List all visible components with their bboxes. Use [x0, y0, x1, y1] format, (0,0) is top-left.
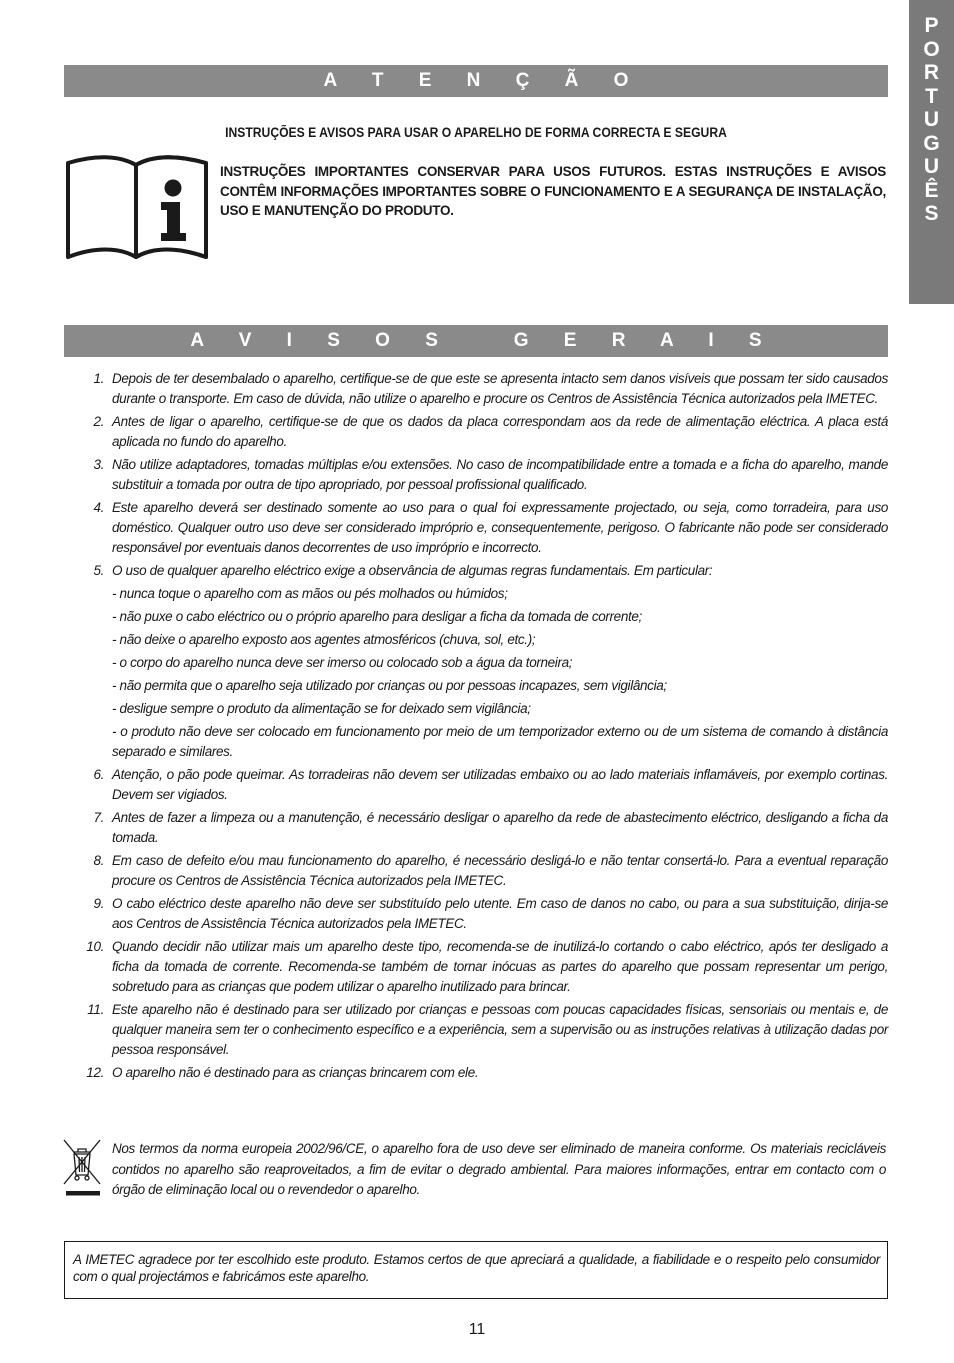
sub-rule: - não puxe o cabo eléctrico ou o próprio aparelho para desligar a ficha da tomada de corrente; [112, 609, 642, 624]
language-tab-letter: S [924, 202, 939, 225]
language-tab-letter: P [924, 14, 939, 37]
language-tab-letter: U [923, 108, 940, 131]
sub-rule: - o produto não deve ser colocado em funcionamento por meio de um temporizador externo ou de um sistema de comando à distância separado e similares. [112, 724, 888, 759]
list-item: 10. Quando decidir não utilizar mais um aparelho deste tipo, recomenda-se de inutilizá-lo cortando o cabo eléctrico, após ter desligado a ficha da tomada de corrente. Recomenda-se também de tornar inócuas as partes do aparelho que possam representar um perigo, sobretudo para as crianças que podem utilizar o aparelho inutilizado para brincar. [86, 939, 888, 994]
general-warnings-list [64, 369, 888, 1086]
general-warnings-header [64, 325, 888, 357]
list-item: 12. O aparelho não é destinado para as crianças brincarem com ele. [86, 1065, 479, 1080]
important-instructions-text: INSTRUÇÕES IMPORTANTES CONSERVAR PARA USOS FUTUROS. ESTAS INSTRUÇÕES E AVISOS CONTÊM INFORMAÇÕES IMPORTANTES SOBRE O FUNCIONAMENTO E A SEGURANÇA DE INSTALAÇÃO, USO E MANUTENÇÃO DO PRODUTO. [220, 164, 886, 218]
list-item: 9. O cabo eléctrico deste aparelho não deve ser substituído pelo utente. Em caso de danos no cabo, ou para a sua substituição, dirija-se aos Centros de Assistência Técnica autorizados pela IMETEC. [93, 896, 888, 931]
list-item: 6. Atenção, o pão pode queimar. As torradeiras não devem ser utilizadas embaixo ou ao lado materiais inflamáveis, por exemplo cortinas. Devem ser vigiados. [93, 767, 888, 802]
sub-rule: - nunca toque o aparelho com as mãos ou pés molhados ou húmidos; [112, 586, 508, 601]
list-item: 8. Em caso de defeito e/ou mau funcionamento do aparelho, é necessário desligá-lo e não tentar consertá-lo. Para a eventual reparação procure os Centros de Assistência Técnica autorizados pela IMETEC. [93, 853, 888, 888]
sub-rule: - o corpo do aparelho nunca deve ser imerso ou colocado sob a água da torneira; [112, 655, 573, 670]
info-book-icon [64, 153, 210, 263]
list-item: 1. Depois de ter desembalado o aparelho, certifique-se de que este se apresenta intacto sem danos visíveis que possam ter sido causados durante o transporte. Em caso de dúvida, não utilize o aparelho e procure os Centros de Assistência Técnica autorizados pela IMETEC. [93, 371, 888, 406]
attention-header: A T E N Ç Ã O [64, 65, 888, 97]
language-tab-letter: U [923, 155, 940, 178]
sub-rule: - não deixe o aparelho exposto aos agentes atmosféricos (chuva, sol, etc.); [112, 632, 536, 647]
language-tab-letter: O [923, 37, 940, 61]
crossed-bin-icon [62, 1138, 102, 1198]
language-tab-letter: T [925, 84, 938, 108]
weee-disposal-text: Nos termos da norma europeia 2002/96/CE, o aparelho fora de uso deve ser eliminado de maneira conforme. Os materiais recicláveis contidos no aparelho são reaproveitados, a fim de evitar o degrado ambiental. Para maiores informações, entrar em contacto com o órgão de eliminação local ou o revendedor o aparelho. [112, 1141, 886, 1197]
list-item: 7. Antes de fazer a limpeza ou a manutenção, é necessário desligar o aparelho da rede de abastecimento eléctrico, desligando a ficha da tomada. [93, 810, 888, 845]
list-item: 5. O uso de qualquer aparelho eléctrico exige a observância de algumas regras fundamentais. Em particular: - nunca toque o aparelho com as mãos ou pés molhados ou húmidos; - não puxe o cabo eléctrico ou o próprio aparelho para desligar a ficha da tomada de corrente; - não deixe o aparelho exposto aos agentes atmosféricos (chuva, sol, etc.); - o corpo do aparelho nunca deve ser imerso ou colocado sob a água da torneira; - não permita que o aparelho seja utilizado por crianças ou por pessoas incapazes, sem vigilância; - desligue sempre o produto da alimentação se for deixado sem vigilância; - o produto não deve ser colocado em funcionamento por meio de um temporizador externo ou de um sistema de comando à distância separado e similares. [64, 561, 888, 762]
list-item: 2. Antes de ligar o aparelho, certifique-se de que os dados da placa correspondam aos da rede de alimentação eléctrica. A placa está aplicada no fundo do aparelho. [93, 414, 888, 449]
language-tab [909, 0, 954, 304]
list-item: 3. Não utilize adaptadores, tomadas múltiplas e/ou extensões. No caso de incompatibilidade entre a tomada e a ficha do aparelho, mande substituir a tomada por outra de tipo apropriado, por pessoal profissional qualificado. [93, 457, 888, 492]
sub-rule: - não permita que o aparelho seja utilizado por crianças ou por pessoas incapazes, sem vigilância; [112, 678, 667, 693]
list-item: 4. Este aparelho deverá ser destinado somente ao uso para o qual foi expressamente projectado, ou seja, como torradeira, para uso doméstico. Qualquer outro uso deve ser considerado impróprio e, consequentemente, perigoso. O fabricante não pode ser considerado responsável por eventuais danos decorrentes de uso impróprio e incorrecto. [93, 500, 888, 555]
list-item: 11. Este aparelho não é destinado para ser utilizado por crianças e pessoas com poucas capacidades físicas, sensoriais ou mentais e, de qualquer maneira sem ter o conhecimento específico e a experiência, sem a supervisão ou as instruções relativas à utilização dadas por pessoa responsável. [87, 1002, 888, 1057]
page-number: 11 [468, 1321, 486, 1338]
thank-you-text: A IMETEC agradece por ter escolhido este produto. Estamos certos de que apreciará a qualidade, a fiabilidade e o respeito pelo consumidor com o qual projectámos e fabricámos este aparelho. [73, 1252, 880, 1284]
safety-subtitle: INSTRUÇÕES E AVISOS PARA USAR O APARELHO DE FORMA CORRECTA E SEGURA [225, 125, 727, 140]
language-tab-letter: Ê [924, 178, 939, 202]
general-warnings-title: A V I S O S G E R A I S [190, 330, 777, 351]
sub-rule: - desligue sempre o produto da alimentação se for deixado sem vigilância; [112, 701, 531, 716]
language-tab-letter: R [923, 61, 940, 84]
language-tab-letter: G [923, 131, 940, 155]
thank-you-box [64, 1241, 888, 1299]
